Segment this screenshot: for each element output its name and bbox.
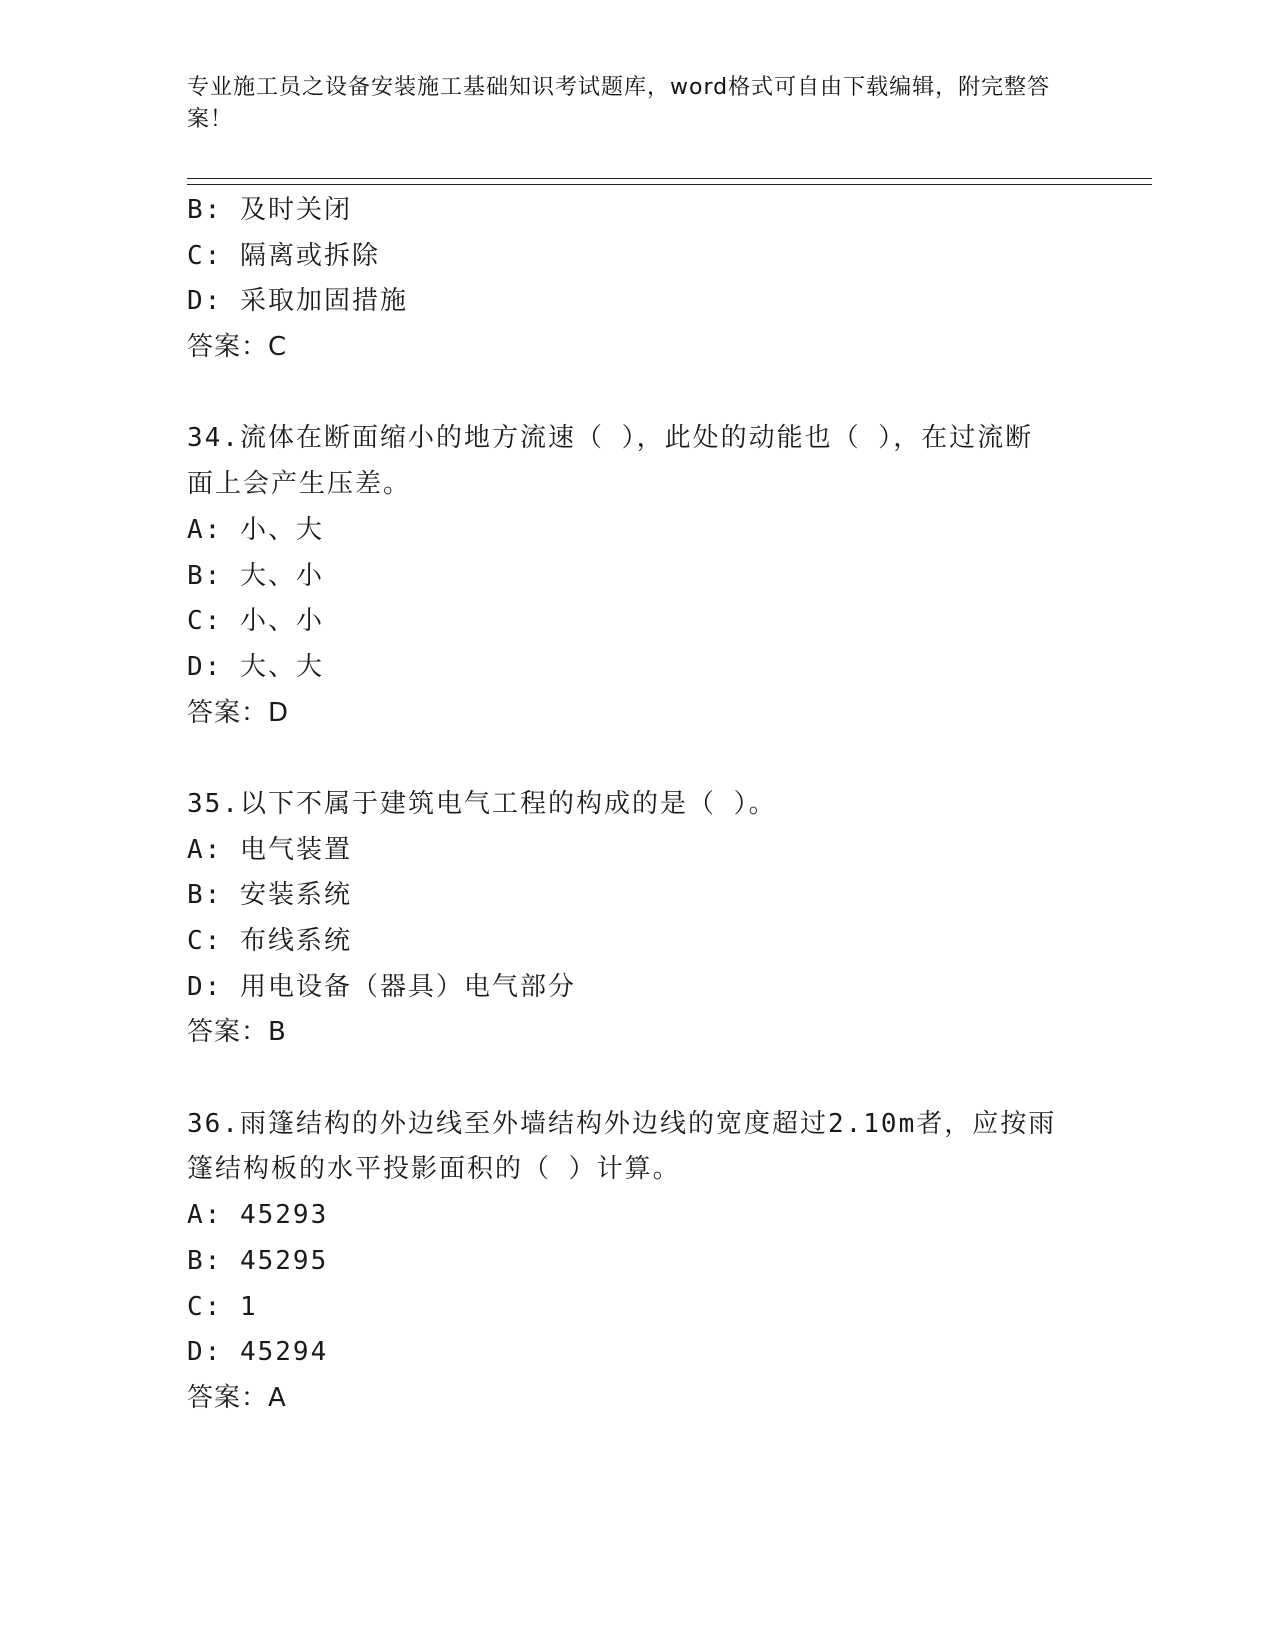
option-a: A: 45293: [187, 1200, 329, 1231]
option-a: A: 小、大: [187, 514, 324, 545]
spacer: [187, 736, 1087, 782]
spacer: [187, 1056, 1087, 1102]
option-a: A: 电气装置: [187, 834, 352, 865]
question-stem-continued: 篷结构板的水平投影面积的（ ）计算。: [187, 1154, 681, 1185]
spacer: [187, 371, 1087, 417]
question-34: [187, 416, 1087, 736]
option-d: D: 用电设备（器具）电气部分: [187, 971, 576, 1002]
option-c: C: 小、小: [187, 606, 324, 637]
question-stem: 35.以下不属于建筑电气工程的构成的是（ ）。: [187, 788, 777, 819]
header-divider: [187, 178, 1152, 179]
option-c: C: 1: [187, 1291, 258, 1322]
option-b: B: 及时关闭: [187, 195, 352, 225]
option-b: B: 45295: [187, 1245, 329, 1276]
question-stem-continued: 面上会产生压差。: [187, 469, 412, 500]
question-33-continuation: [187, 188, 1087, 371]
answer-text: 答案：A: [187, 1382, 287, 1413]
answer-text: 答案：D: [187, 697, 290, 728]
answer-text: 答案：C: [187, 332, 288, 363]
option-d: D: 45294: [187, 1337, 329, 1368]
question-list: [187, 188, 1087, 1422]
question-stem: 36.雨篷结构的外边线至外墙结构外边线的宽度超过2.10m者，应按雨: [187, 1108, 1057, 1139]
option-d: D: 采取加固措施: [187, 286, 408, 317]
option-c: C: 隔离或拆除: [187, 240, 380, 271]
option-d: D: 大、大: [187, 651, 324, 682]
option-b: B: 大、小: [187, 560, 324, 591]
option-b: B: 安装系统: [187, 880, 352, 911]
question-36: [187, 1102, 1087, 1422]
option-c: C: 布线系统: [187, 926, 352, 956]
header-divider-secondary: [187, 184, 1152, 185]
answer-text: 答案：B: [187, 1017, 287, 1048]
question-stem: 34.流体在断面缩小的地方流速（ ），此处的动能也（ ），在过流断: [187, 423, 1034, 454]
document-header: 专业施工员之设备安装施工基础知识考试题库，word格式可自由下载编辑，附完整答案！: [187, 75, 1051, 132]
question-35: [187, 782, 1087, 1056]
